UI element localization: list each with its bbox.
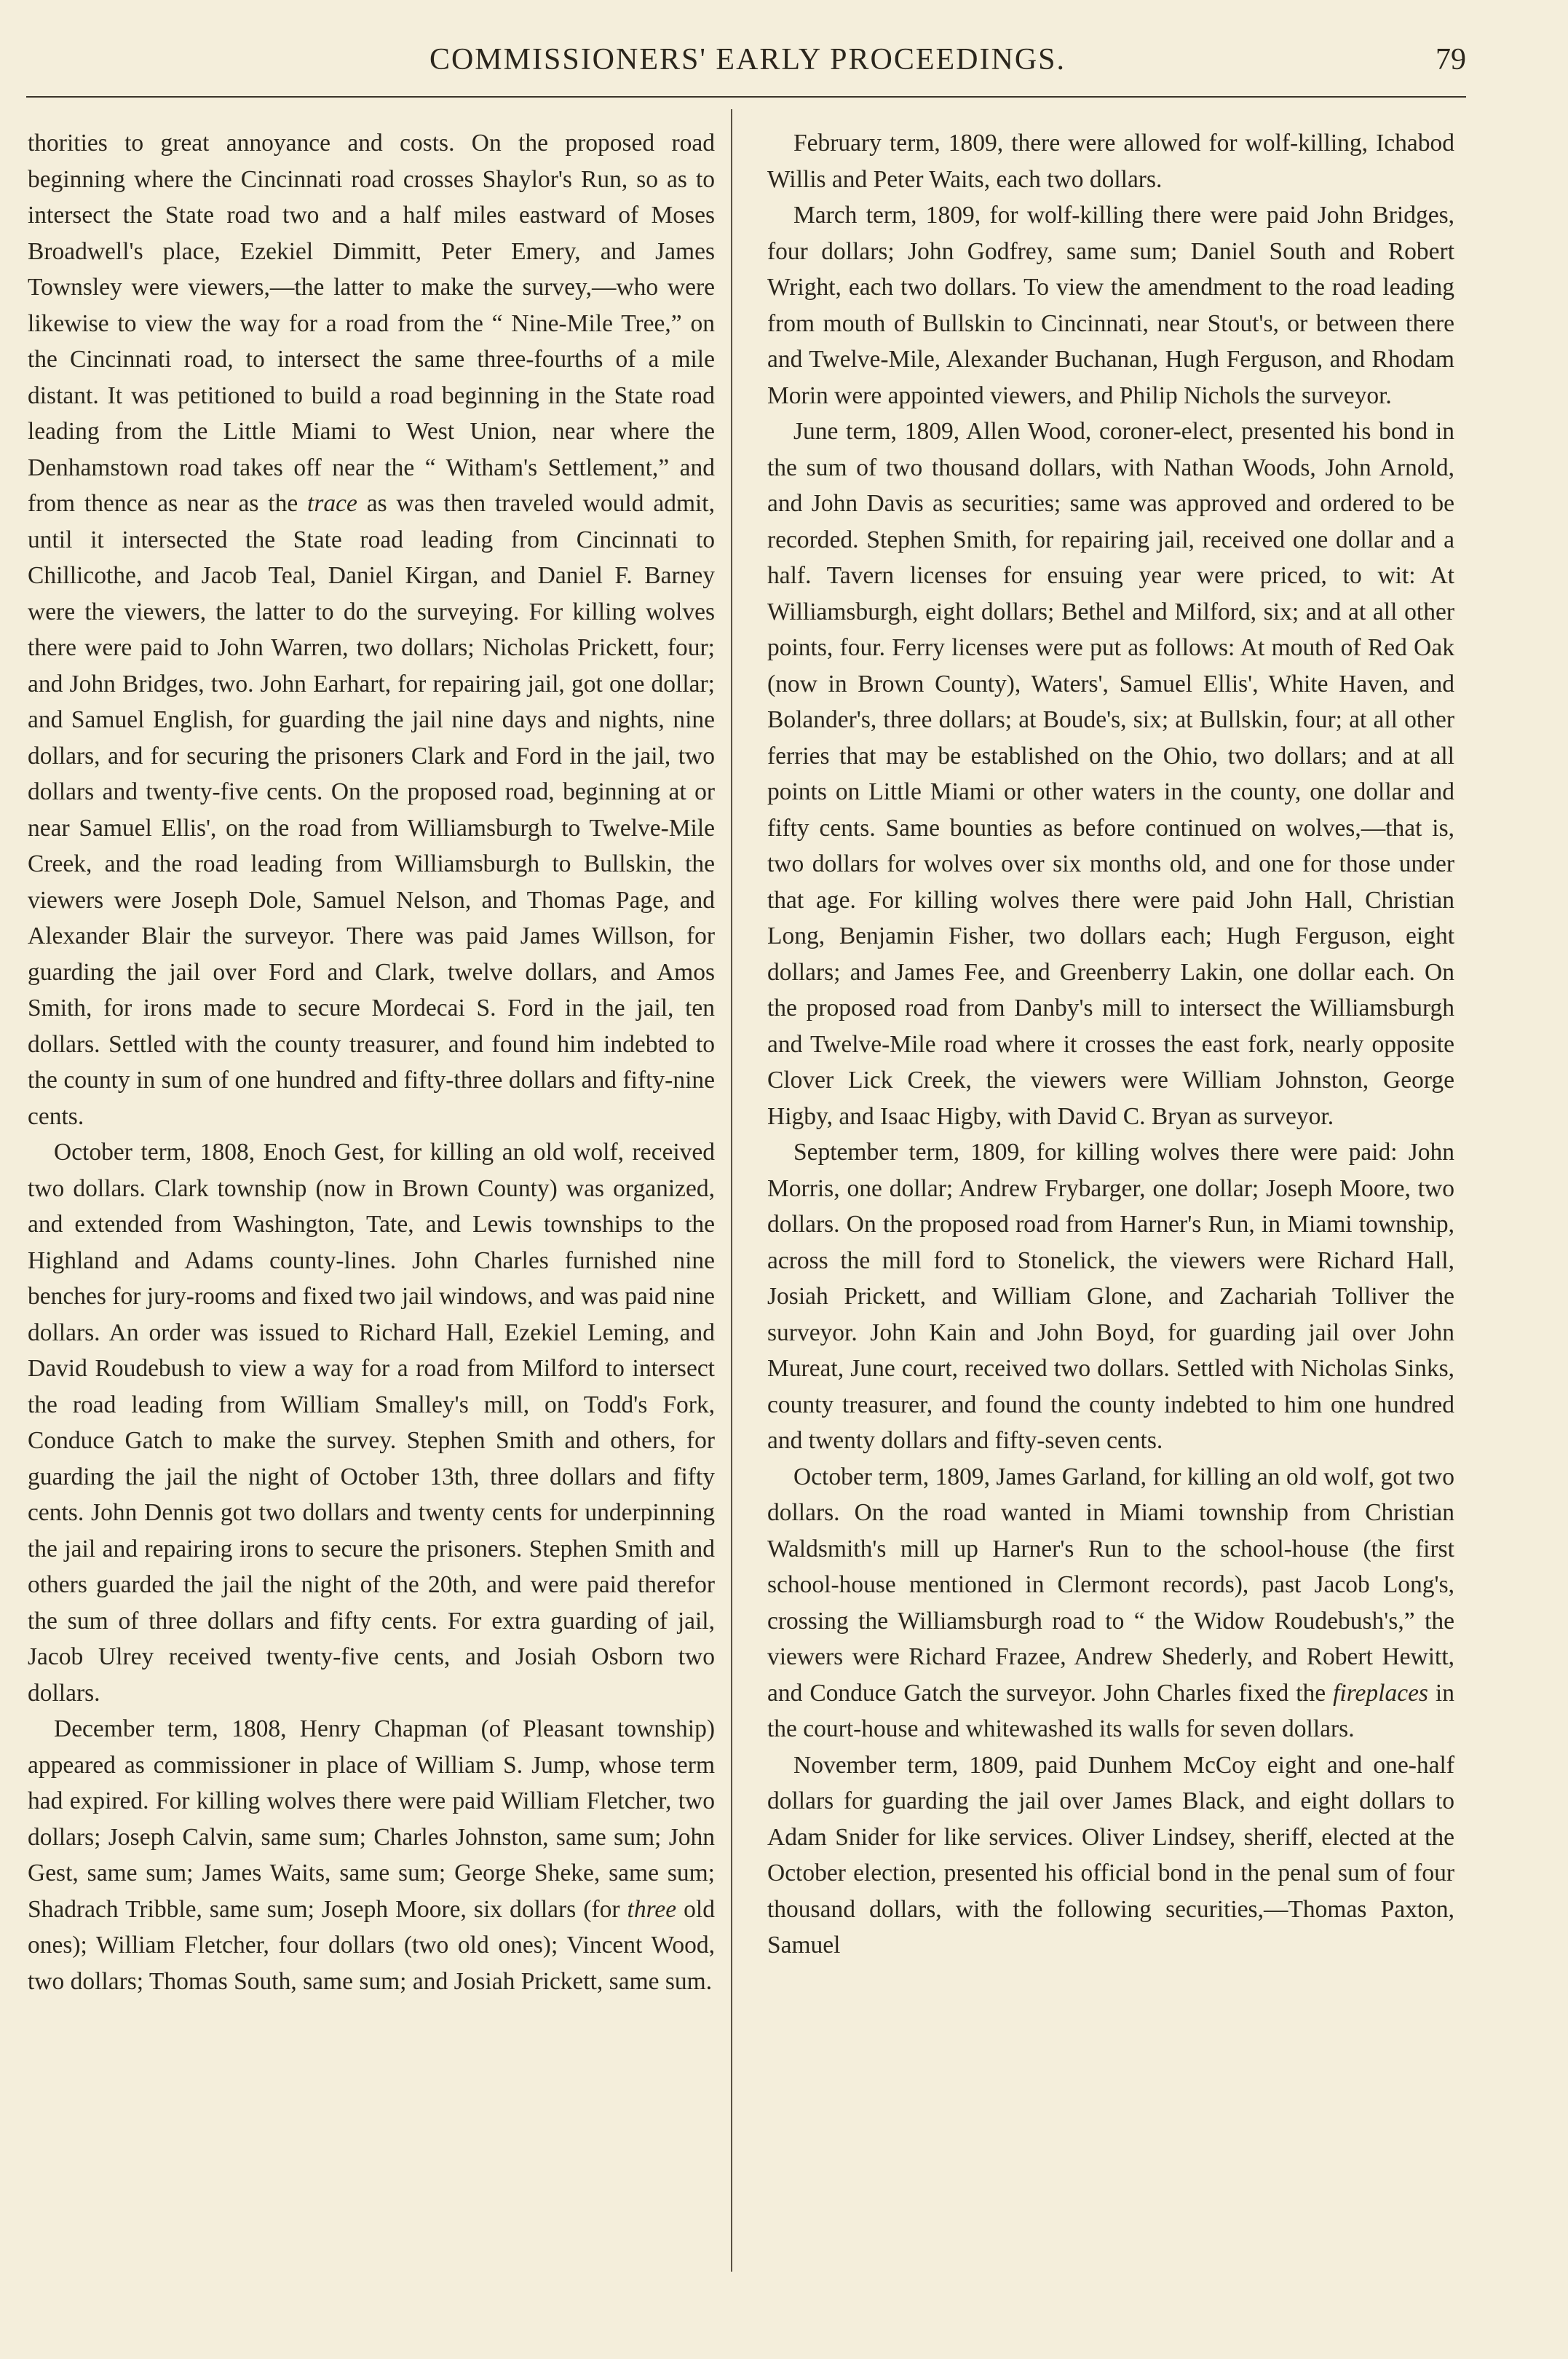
paragraph: June term, 1809, Allen Wood, coroner-elect, presented his bond in the sum of two thousand dollars, with Nathan Woods, John Arnold, and John Davis as securities; same was approved and ordered to be recorded. Stephen Smith, for repairing jail, received one dollar and a half. Tavern licenses for ensuing year were priced, to wit: At Williamsburgh, eight dollars; Bethel and Milford, six; and at all other points, four. Ferry licenses were put as follows: At mouth of Red Oak (now in Brown County), Waters', Samuel Ellis', White Haven, and Bolander's, three dollars; at Boude's, six; at Bullskin, four; at all other ferries that may be established on the Ohio, two dollars; and at all points on Little Miami or other waters in the county, one dollar and fifty cents. Same bounties as before continued on wolves,—that is, two dollars for wolves over six months old, and one for those under that age. For killing wolves there were paid John Hall, Christian Long, Benjamin Fisher, two dollars each; Hugh Ferguson, eight dollars; and James Fee, and Greenberry Lakin, one dollar each. On the proposed road from Danby's mill to intersect the Williamsburgh and Twelve-Mile road where it crosses the east fork, nearly opposite Clover Lick Creek, the viewers were William Johnston, George Higby, and Isaac Higby, with David C. Bryan as surveyor.	[767, 418, 1454, 1130]
paragraph	[28, 1711, 715, 1999]
text-run: in the court-house and whitewashed its walls for seven dollars.	[767, 1679, 1454, 1742]
column-divider	[731, 109, 732, 2272]
text-run: December term, 1808, Henry Chapman (of Pleasant township) appeared as commissioner in place of William S. Jump, whose term had expired. For killing wolves there were paid William Fletcher, two dollars; Joseph Calvin, same sum; Charles Johnston, same sum; John Gest, same sum; James Waits, same sum; George Sheke, same sum; Shadrach Tribble, same sum; Joseph Moore, six dollars (for	[28, 1715, 715, 1923]
running-header	[29, 42, 1466, 86]
paragraph: November term, 1809, paid Dunhem McCoy eight and one-half dollars for guarding the jail over James Black, and eight dollars to Adam Snider for like services. Oliver Lindsey, sheriff, elected at the October election, presented his official bond in the penal sum of four thousand dollars, with the following securities,—Thomas Paxton, Samuel	[767, 1751, 1454, 1959]
text-run: thorities to great annoyance and costs. On the proposed road beginning where the Cincinnati road crosses Shaylor's Run, so as to intersect the State road two and a half miles eastward of Moses Broadwell's place, Ezekiel Dimmitt, Peter Emery, and James Townsley were viewers,—the latter to make the survey,—who were likewise to view the way for a road from the “ Nine-Mile Tree,” on the Cincinnati road, to intersect the same three-fourths of a mile distant. It was petitioned to build a road beginning in the State road leading from the Little Miami to West Union, near where the Denhamstown road takes off near the “ Witham's Settlement,” and from thence as near as the	[28, 130, 715, 517]
running-head-title: COMMISSIONERS' EARLY PROCEEDINGS.	[429, 43, 1066, 76]
right-column	[767, 125, 1454, 1964]
left-column	[28, 125, 715, 1999]
italic-text: fireplaces	[1333, 1679, 1428, 1707]
paragraph: October term, 1808, Enoch Gest, for killing an old wolf, received two dollars. Clark township (now in Brown County) was organized, and extended from Washington, Tate, and Lewis townships to the Highland and Adams county-lines. John Charles furnished nine benches for jury-rooms and fixed two jail windows, and was paid nine dollars. An order was issued to Richard Hall, Ezekiel Leming, and David Roudebush to view a way for a road from Milford to intersect the road leading from William Smalley's mill, on Todd's Fork, Conduce Gatch to make the survey. Stephen Smith and others, for guarding the jail the night of October 13th, three dollars and fifty cents. John Dennis got two dollars and twenty cents for underpinning the jail and repairing irons to secure the prisoners. Stephen Smith and others guarded the jail the night of the 20th, and were paid therefor the sum of three dollars and fifty cents. For extra guarding of jail, Jacob Ulrey received twenty-five cents, and Josiah Osborn two dollars.	[28, 1139, 715, 1707]
paragraph	[767, 1459, 1454, 1747]
paragraph	[28, 125, 715, 1134]
paragraph: March term, 1809, for wolf-killing there were paid John Bridges, four dollars; John Godfrey, same sum; Daniel South and Robert Wright, each two dollars. To view the amendment to the road leading from mouth of Bullskin to Cincinnati, near Stout's, or between there and Twelve-Mile, Alexander Buchanan, Hugh Ferguson, and Rhodam Morin were appointed viewers, and Philip Nichols the surveyor.	[767, 202, 1454, 409]
text-run: as was then traveled would admit, until it intersected the State road leading from Cincinnati to Chillicothe, and Jacob Teal, Daniel Kirgan, and Daniel F. Barney were the viewers, the latter to do the surveying. For killing wolves there were paid to John Warren, two dollars; Nicholas Prickett, four; and John Bridges, two. John Earhart, for repairing jail, got one dollar; and Samuel English, for guarding the jail nine days and nights, nine dollars, and for securing the prisoners Clark and Ford in the jail, two dollars and twenty-five cents. On the proposed road, beginning at or near Samuel Ellis', on the road from Williamsburgh to Twelve-Mile Creek, and the road leading from Williamsburgh to Bullskin, the viewers were Joseph Dole, Samuel Nelson, and Thomas Page, and Alexander Blair the surveyor. There was paid James Willson, for guarding the jail over Ford and Clark, twelve dollars, and Amos Smith, for irons made to secure Mordecai S. Ford in the jail, ten dollars. Settled with the county treasurer, and found him indebted to the county in sum of one hundred and fifty-three dollars and fifty-nine cents.	[28, 490, 715, 1130]
text-run: old ones); William Fletcher, four dollars (two old ones); Vincent Wood, two dollars; Thomas South, same sum; and Josiah Prickett, same sum.	[28, 1895, 715, 1995]
italic-text: three	[627, 1895, 677, 1923]
paragraph: February term, 1809, there were allowed for wolf-killing, Ichabod Willis and Peter Waits, each two dollars.	[767, 130, 1454, 193]
page-number: 79	[1436, 43, 1466, 76]
text-run: October term, 1809, James Garland, for killing an old wolf, got two dollars. On the road wanted in Miami township from Christian Waldsmith's mill up Harner's Run to the school-house (the first school-house mentioned in Clermont records), past Jacob Long's, crossing the Williamsburgh road to “ the Widow Roudebush's,” the viewers were Richard Frazee, Andrew Shederly, and Robert Hewitt, and Conduce Gatch the surveyor. John Charles fixed the	[767, 1463, 1454, 1707]
header-rule	[26, 96, 1466, 98]
italic-text: trace	[307, 490, 357, 517]
paragraph: September term, 1809, for killing wolves there were paid: John Morris, one dollar; Andrew Frybarger, one dollar; Joseph Moore, two dollars. On the proposed road from Harner's Run, in Miami township, across the mill ford to Stonelick, the viewers were Richard Hall, Josiah Prickett, and William Glone, and Zachariah Tolliver the surveyor. John Kain and John Boyd, for guarding jail over John Mureat, June court, received two dollars. Settled with Nicholas Sinks, county treasurer, and found the county indebted to him one hundred and twenty dollars and fifty-seven cents.	[767, 1139, 1454, 1454]
